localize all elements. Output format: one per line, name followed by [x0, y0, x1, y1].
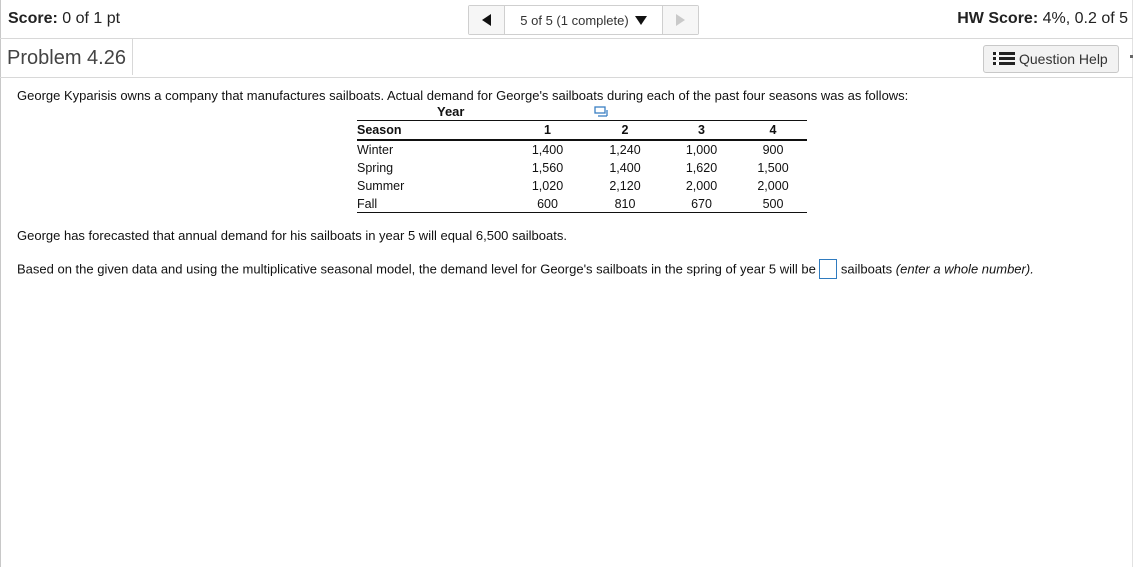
cell-value: 1,020 [531, 179, 564, 193]
cell-season: Summer [357, 179, 405, 193]
cell-value: 1,400 [531, 143, 564, 157]
cell-value: 2,000 [757, 179, 789, 193]
question-select-dropdown[interactable] [505, 6, 662, 34]
top-bar [0, 0, 1133, 39]
left-border [0, 0, 1, 567]
cell-value: 600 [509, 195, 586, 213]
cell-value: 500 [739, 195, 807, 213]
question-status-label: 5 of 5 (1 complete) [520, 12, 629, 28]
forecast-statement: George has forecasted that annual demand for his sailboats in year 5 will equal 6,500 sailboats. [17, 228, 567, 243]
cell-value: 1,560 [531, 161, 564, 175]
question-navigator [468, 5, 699, 35]
table-row [357, 140, 807, 159]
triangle-right-icon [676, 14, 685, 26]
cell-value: 670 [664, 195, 739, 213]
question-help-button[interactable] [983, 45, 1119, 73]
next-question-button[interactable] [662, 6, 698, 34]
cell-value: 1,000 [685, 143, 718, 157]
header-year-2: 2 [586, 121, 664, 140]
cell-season: Fall [357, 195, 509, 213]
problem-bar [0, 39, 1133, 78]
table-row [357, 177, 807, 195]
table-row [357, 195, 807, 213]
question-line [17, 260, 1034, 280]
year-header: Year [437, 104, 465, 119]
hw-score-label: HW Score: [957, 10, 1039, 27]
previous-question-button[interactable] [469, 6, 505, 34]
cell-value: 810 [586, 195, 664, 213]
cell-value: 1,500 [757, 161, 789, 175]
cell-value: 1,400 [609, 161, 641, 175]
header-year-1: 1 [509, 121, 586, 140]
cell-value: 1,620 [685, 161, 718, 175]
score [8, 10, 120, 28]
copy-table-icon[interactable] [594, 106, 608, 118]
question-hint: (enter a whole number). [895, 261, 1034, 277]
triangle-down-icon [635, 16, 647, 25]
hw-score [957, 10, 1128, 28]
cell-value: 2,120 [609, 179, 641, 193]
question-help-label: Question Help [1019, 51, 1108, 67]
cell-season: Spring [357, 161, 394, 175]
problem-title: Problem 4.26 [0, 39, 133, 75]
header-season: Season [357, 121, 509, 140]
cell-season: Winter [357, 143, 394, 157]
problem-intro: George Kyparisis owns a company that manufactures sailboats. Actual demand for George's sailboats during each of the past four seasons was as follows: [17, 88, 909, 103]
question-text: Based on the given data and using the multiplicative seasonal model, the demand level for George's sailboats in the spring of year 5 will be [17, 261, 816, 277]
list-icon [993, 52, 1015, 66]
demand-table [357, 121, 807, 213]
score-label: Score: [8, 10, 58, 27]
cell-value: 1,240 [609, 143, 641, 157]
header-year-4: 4 [739, 121, 807, 140]
triangle-left-icon [482, 14, 491, 26]
cell-value: 900 [762, 143, 784, 157]
table-row [357, 159, 807, 177]
table-header-row [357, 121, 807, 140]
cell-value: 2,000 [685, 179, 718, 193]
hw-score-value: 4%, 0.2 of 5 [1042, 10, 1128, 27]
header-year-3: 3 [664, 121, 739, 140]
answer-input[interactable] [819, 259, 837, 279]
question-unit: sailboats [840, 261, 893, 277]
score-value: 0 of 1 pt [62, 10, 121, 27]
